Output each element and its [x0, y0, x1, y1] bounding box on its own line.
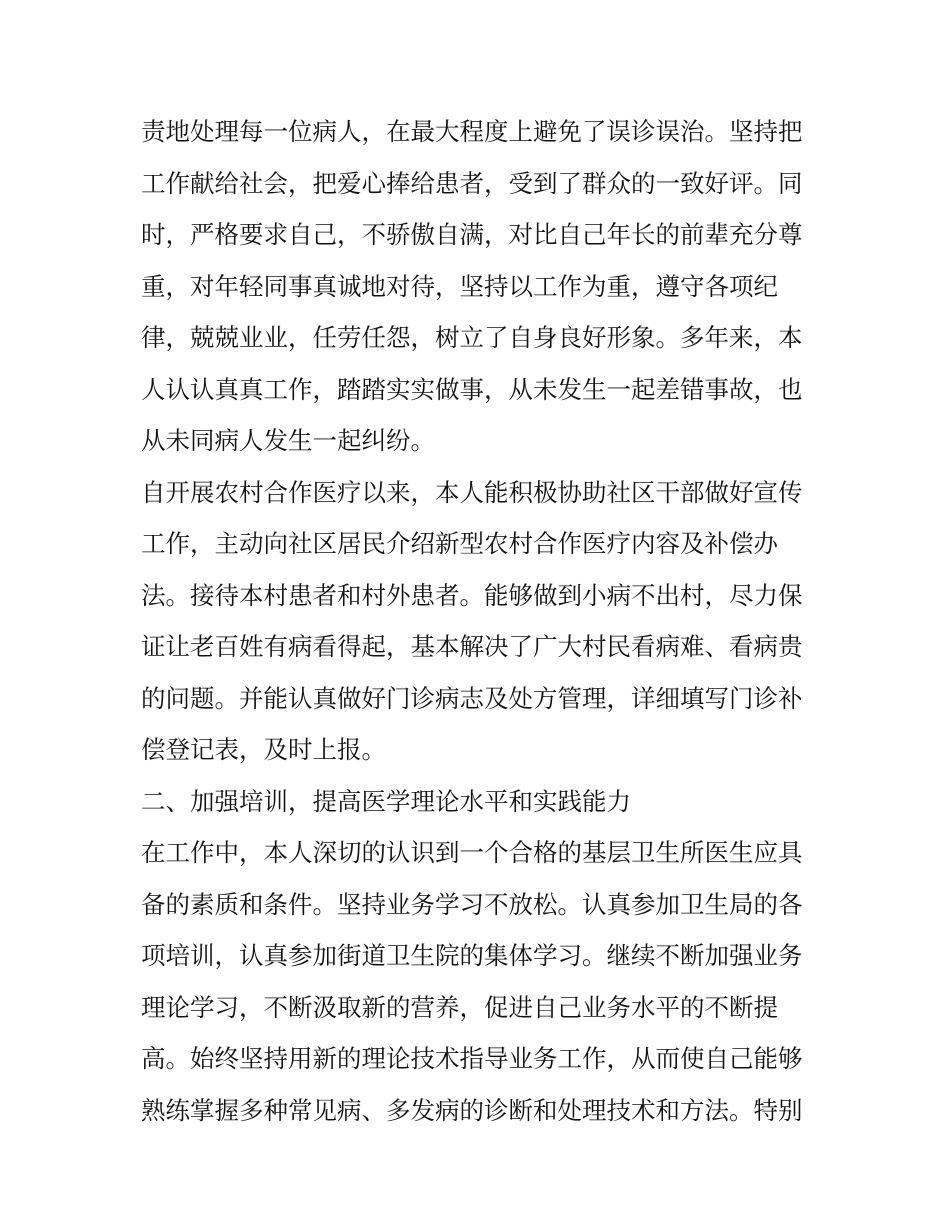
document-body — [141, 106, 821, 1136]
text-line: 的问题。并能认真做好门诊病志及处方管理，详细填写门诊补 — [141, 683, 803, 713]
text-line: 重，对年轻同事真诚地对待，坚持以工作为重，遵守各项纪 — [141, 271, 778, 301]
text-line: 工作，主动向社区居民介绍新型农村合作医疗内容及补偿办 — [141, 529, 778, 558]
text-line: 证让老百姓有病看得起，基本解决了广大村民看病难、看病贵 — [141, 632, 803, 661]
text-line: 熟练掌握多种常见病、多发病的诊断和处理技术和方法。特别 — [141, 1095, 803, 1125]
text-line: 律，兢兢业业，任劳任怨，树立了自身良好形象。多年来，本 — [141, 323, 803, 352]
text-line: 偿登记表，及时上报。 — [141, 735, 386, 764]
text-line: 责地处理每一位病人，在最大程度上避免了误诊误治。坚持把 — [141, 117, 803, 146]
text-line: 人认认真真工作，踏踏实实做事，从未发生一起差错事故，也 — [141, 374, 803, 404]
text-line: 在工作中，本人深切的认识到一个合格的基层卫生所医生应具 — [141, 838, 803, 867]
section-heading: 二、加强培训，提高医学理论水平和实践能力 — [141, 786, 631, 816]
text-line: 工作献给社会，把爱心捧给患者，受到了群众的一致好评。同 — [141, 168, 803, 198]
text-line: 从未同病人发生一起纠纷。 — [141, 426, 435, 455]
text-line: 项培训，认真参加街道卫生院的集体学习。继续不断加强业务 — [141, 941, 803, 970]
text-line: 高。始终坚持用新的理论技术指导业务工作，从而使自己能够 — [141, 1044, 803, 1073]
text-line: 时，严格要求自己，不骄傲自满，对比自己年长的前辈充分尊 — [141, 220, 803, 249]
text-line: 理论学习，不断汲取新的营养，促进自己业务水平的不断提 — [141, 992, 778, 1022]
text-line: 法。接待本村患者和村外患者。能够做到小病不出村，尽力保 — [141, 580, 803, 610]
text-line: 备的素质和条件。坚持业务学习不放松。认真参加卫生局的各 — [141, 889, 803, 919]
text-line: 自开展农村合作医疗以来，本人能积极协助社区干部做好宣传 — [141, 477, 803, 507]
